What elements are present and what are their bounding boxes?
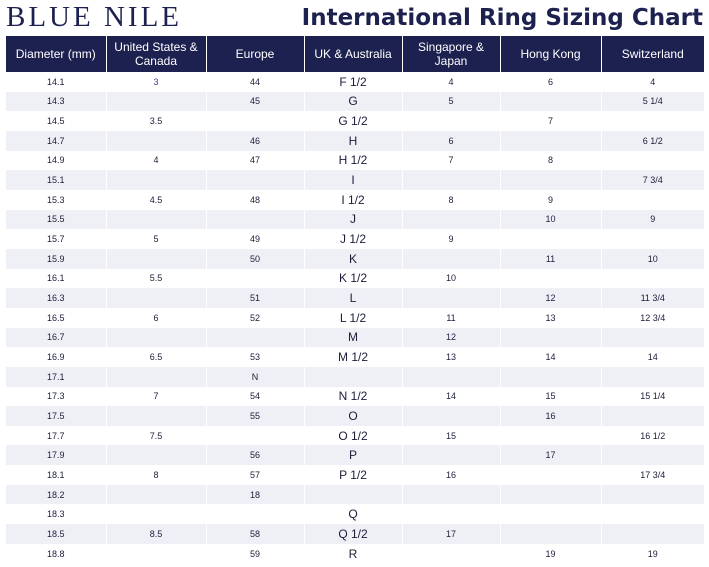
switzerland-cell: 15 1/4 — [601, 387, 704, 407]
uk-australia-cell: H 1/2 — [304, 151, 402, 171]
hong-kong-cell — [500, 269, 601, 289]
diameter-cell: 15.3 — [46, 194, 65, 205]
europe-cell — [206, 210, 304, 230]
uk-australia-cell: O — [304, 406, 402, 426]
diameter-cell: 14.1 — [46, 76, 65, 87]
table-row — [6, 465, 704, 485]
singapore-japan-cell — [402, 249, 500, 269]
hong-kong-cell — [500, 328, 601, 348]
europe-cell: 59 — [206, 544, 304, 564]
singapore-japan-cell — [402, 288, 500, 308]
diameter-cell: 17.9 — [6, 445, 106, 465]
switzerland-cell: 5 1/4 — [601, 92, 704, 112]
hong-kong-cell: 9 — [500, 190, 601, 210]
europe-cell: 53 — [206, 347, 304, 367]
switzerland-cell: 17 3/4 — [601, 465, 704, 485]
hong-kong-cell — [500, 131, 601, 151]
us-canada-cell — [106, 485, 206, 505]
hong-kong-cell: 10 — [500, 210, 601, 230]
diameter-cell: 14.9 — [46, 155, 65, 166]
hong-kong-cell — [500, 229, 601, 249]
singapore-japan-cell: 13 — [402, 347, 500, 367]
us-canada-cell — [106, 504, 206, 524]
switzerland-cell: 16 1/2 — [601, 426, 704, 446]
table-row — [6, 92, 704, 112]
singapore-japan-cell — [402, 504, 500, 524]
us-canada-cell: 4.5 — [106, 190, 206, 210]
table-row — [6, 445, 704, 465]
europe-cell: N — [206, 367, 304, 387]
uk-australia-cell: I — [304, 170, 402, 190]
hong-kong-cell — [500, 92, 601, 112]
table-row — [6, 210, 704, 230]
column-header-hong-kong: Hong Kong — [500, 36, 601, 72]
switzerland-cell — [601, 367, 704, 387]
switzerland-cell — [601, 504, 704, 524]
switzerland-cell: 9 — [601, 210, 704, 230]
brand-logo: BLUE NILE — [6, 1, 182, 33]
europe-cell — [206, 504, 304, 524]
singapore-japan-cell: 11 — [402, 308, 500, 328]
uk-australia-cell: F 1/2 — [304, 72, 402, 92]
uk-australia-cell: Q 1/2 — [304, 524, 402, 544]
table-row — [6, 72, 704, 92]
switzerland-cell — [601, 269, 704, 289]
hong-kong-cell: 16 — [500, 406, 601, 426]
hong-kong-cell — [500, 170, 601, 190]
europe-cell: 47 — [206, 151, 304, 171]
europe-cell: 45 — [206, 92, 304, 112]
header — [0, 0, 709, 36]
uk-australia-cell: O 1/2 — [304, 426, 402, 446]
diameter-cell: 14.3 — [6, 92, 106, 112]
singapore-japan-cell: 15 — [402, 426, 500, 446]
table-row — [6, 504, 704, 524]
switzerland-cell — [601, 328, 704, 348]
europe-cell: 44 — [206, 72, 304, 92]
diameter-cell: 16.5 — [46, 312, 65, 323]
us-canada-cell — [106, 367, 206, 387]
hong-kong-cell: 17 — [500, 445, 601, 465]
diameter-cell: 15.5 — [6, 210, 106, 230]
table-row — [6, 328, 704, 348]
europe-cell: 58 — [206, 524, 304, 544]
uk-australia-cell: R — [304, 544, 402, 564]
us-canada-cell: 3 — [106, 72, 206, 92]
table-row — [6, 347, 704, 367]
page-title: International Ring Sizing Chart — [301, 5, 703, 31]
table-row — [6, 485, 704, 505]
singapore-japan-cell: 5 — [402, 92, 500, 112]
uk-australia-cell — [304, 367, 402, 387]
hong-kong-cell: 6 — [500, 72, 601, 92]
diameter-cell: 17.3 — [46, 391, 65, 402]
singapore-japan-cell: 16 — [402, 465, 500, 485]
diameter-cell: 14.7 — [6, 131, 106, 151]
ring-size-table — [6, 36, 704, 563]
singapore-japan-cell: 7 — [402, 151, 500, 171]
singapore-japan-cell — [402, 111, 500, 131]
hong-kong-cell: 13 — [500, 308, 601, 328]
switzerland-cell — [601, 485, 704, 505]
europe-cell: 51 — [206, 288, 304, 308]
uk-australia-cell: I 1/2 — [304, 190, 402, 210]
singapore-japan-cell: 9 — [402, 229, 500, 249]
table-row — [6, 131, 704, 151]
table-row — [6, 406, 704, 426]
diameter-cell: 18.2 — [6, 485, 106, 505]
europe-cell: 54 — [206, 387, 304, 407]
europe-cell: 48 — [206, 190, 304, 210]
europe-cell: 49 — [206, 229, 304, 249]
us-canada-cell — [106, 131, 206, 151]
us-canada-cell — [106, 328, 206, 348]
europe-cell: 52 — [206, 308, 304, 328]
diameter-cell: 16.3 — [6, 288, 106, 308]
singapore-japan-cell: 6 — [402, 131, 500, 151]
europe-cell — [206, 328, 304, 348]
us-canada-cell: 7 — [106, 387, 206, 407]
uk-australia-cell: M — [304, 328, 402, 348]
table-row — [6, 111, 704, 131]
singapore-japan-cell — [402, 367, 500, 387]
europe-cell: 50 — [206, 249, 304, 269]
table-row — [6, 170, 704, 190]
table-header-row — [6, 36, 704, 72]
uk-australia-cell: L — [304, 288, 402, 308]
column-header-uk-australia: UK & Australia — [304, 36, 402, 72]
diameter-cell: 18.3 — [46, 509, 65, 520]
table-row — [6, 229, 704, 249]
us-canada-cell — [106, 406, 206, 426]
us-canada-cell: 3.5 — [106, 111, 206, 131]
europe-cell: 55 — [206, 406, 304, 426]
table-row — [6, 387, 704, 407]
hong-kong-cell: 7 — [500, 111, 601, 131]
us-canada-cell: 8 — [106, 465, 206, 485]
table-row — [6, 269, 704, 289]
switzerland-cell — [601, 229, 704, 249]
table-row — [6, 308, 704, 328]
hong-kong-cell — [500, 524, 601, 544]
uk-australia-cell: H — [304, 131, 402, 151]
diameter-cell: 17.5 — [6, 406, 106, 426]
us-canada-cell: 5.5 — [106, 269, 206, 289]
switzerland-cell: 12 3/4 — [601, 308, 704, 328]
diameter-cell: 16.9 — [46, 352, 65, 363]
column-header-europe: Europe — [206, 36, 304, 72]
uk-australia-cell: P 1/2 — [304, 465, 402, 485]
singapore-japan-cell — [402, 445, 500, 465]
diameter-cell: 14.5 — [46, 116, 65, 127]
hong-kong-cell: 11 — [500, 249, 601, 269]
switzerland-cell: 10 — [601, 249, 704, 269]
table-row — [6, 524, 704, 544]
diameter-cell: 17.1 — [6, 367, 106, 387]
switzerland-cell — [601, 190, 704, 210]
table-row — [6, 151, 704, 171]
us-canada-cell: 7.5 — [106, 426, 206, 446]
hong-kong-cell — [500, 426, 601, 446]
singapore-japan-cell: 8 — [402, 190, 500, 210]
us-canada-cell: 4 — [106, 151, 206, 171]
hong-kong-cell — [500, 504, 601, 524]
singapore-japan-cell — [402, 210, 500, 230]
uk-australia-cell: Q — [304, 504, 402, 524]
us-canada-cell: 6 — [106, 308, 206, 328]
diameter-cell: 15.1 — [6, 170, 106, 190]
singapore-japan-cell: 10 — [402, 269, 500, 289]
switzerland-cell: 11 3/4 — [601, 288, 704, 308]
diameter-cell: 16.7 — [6, 328, 106, 348]
table-row — [6, 367, 704, 387]
table-row — [6, 544, 704, 564]
switzerland-cell: 7 3/4 — [601, 170, 704, 190]
uk-australia-cell: J 1/2 — [304, 229, 402, 249]
diameter-cell: 18.1 — [46, 469, 65, 480]
europe-cell: 18 — [206, 485, 304, 505]
us-canada-cell: 8.5 — [106, 524, 206, 544]
singapore-japan-cell — [402, 170, 500, 190]
uk-australia-cell: M 1/2 — [304, 347, 402, 367]
uk-australia-cell: K — [304, 249, 402, 269]
singapore-japan-cell: 14 — [402, 387, 500, 407]
us-canada-cell — [106, 544, 206, 564]
diameter-cell: 18.8 — [46, 548, 65, 559]
singapore-japan-cell: 17 — [402, 524, 500, 544]
switzerland-cell — [601, 151, 704, 171]
switzerland-cell: 19 — [601, 544, 704, 564]
uk-australia-cell: L 1/2 — [304, 308, 402, 328]
us-canada-cell — [106, 288, 206, 308]
diameter-cell: 16.1 — [46, 273, 65, 284]
switzerland-cell — [601, 406, 704, 426]
column-header-switzerland: Switzerland — [601, 36, 704, 72]
europe-cell — [206, 170, 304, 190]
switzerland-cell — [601, 111, 704, 131]
us-canada-cell: 5 — [106, 229, 206, 249]
singapore-japan-cell: 12 — [402, 328, 500, 348]
table-row — [6, 249, 704, 269]
hong-kong-cell: 15 — [500, 387, 601, 407]
europe-cell — [206, 269, 304, 289]
us-canada-cell — [106, 249, 206, 269]
europe-cell: 57 — [206, 465, 304, 485]
europe-cell: 56 — [206, 445, 304, 465]
us-canada-cell — [106, 170, 206, 190]
switzerland-cell: 4 — [601, 72, 704, 92]
table-row — [6, 190, 704, 210]
hong-kong-cell: 19 — [500, 544, 601, 564]
switzerland-cell — [601, 524, 704, 544]
uk-australia-cell: J — [304, 210, 402, 230]
table-row — [6, 426, 704, 446]
singapore-japan-cell: 4 — [402, 72, 500, 92]
diameter-cell: 18.5 — [6, 524, 106, 544]
singapore-japan-cell — [402, 485, 500, 505]
us-canada-cell — [106, 445, 206, 465]
uk-australia-cell: G 1/2 — [304, 111, 402, 131]
europe-cell: 46 — [206, 131, 304, 151]
table-row — [6, 288, 704, 308]
table-body — [6, 72, 704, 563]
uk-australia-cell — [304, 485, 402, 505]
us-canada-cell — [106, 210, 206, 230]
hong-kong-cell: 8 — [500, 151, 601, 171]
uk-australia-cell: K 1/2 — [304, 269, 402, 289]
europe-cell — [206, 111, 304, 131]
uk-australia-cell: P — [304, 445, 402, 465]
hong-kong-cell: 14 — [500, 347, 601, 367]
column-header-diameter: Diameter (mm) — [6, 36, 106, 72]
switzerland-cell: 14 — [601, 347, 704, 367]
uk-australia-cell: G — [304, 92, 402, 112]
diameter-cell: 17.7 — [46, 430, 65, 441]
diameter-cell: 15.7 — [46, 234, 65, 245]
us-canada-cell — [106, 92, 206, 112]
switzerland-cell — [601, 445, 704, 465]
hong-kong-cell — [500, 367, 601, 387]
singapore-japan-cell — [402, 406, 500, 426]
hong-kong-cell — [500, 465, 601, 485]
column-header-singapore-japan: Singapore & Japan — [402, 36, 500, 72]
singapore-japan-cell — [402, 544, 500, 564]
switzerland-cell: 6 1/2 — [601, 131, 704, 151]
us-canada-cell: 6.5 — [106, 347, 206, 367]
hong-kong-cell — [500, 485, 601, 505]
diameter-cell: 15.9 — [6, 249, 106, 269]
uk-australia-cell: N 1/2 — [304, 387, 402, 407]
hong-kong-cell: 12 — [500, 288, 601, 308]
column-header-us-canada: United States & Canada — [106, 36, 206, 72]
europe-cell — [206, 426, 304, 446]
